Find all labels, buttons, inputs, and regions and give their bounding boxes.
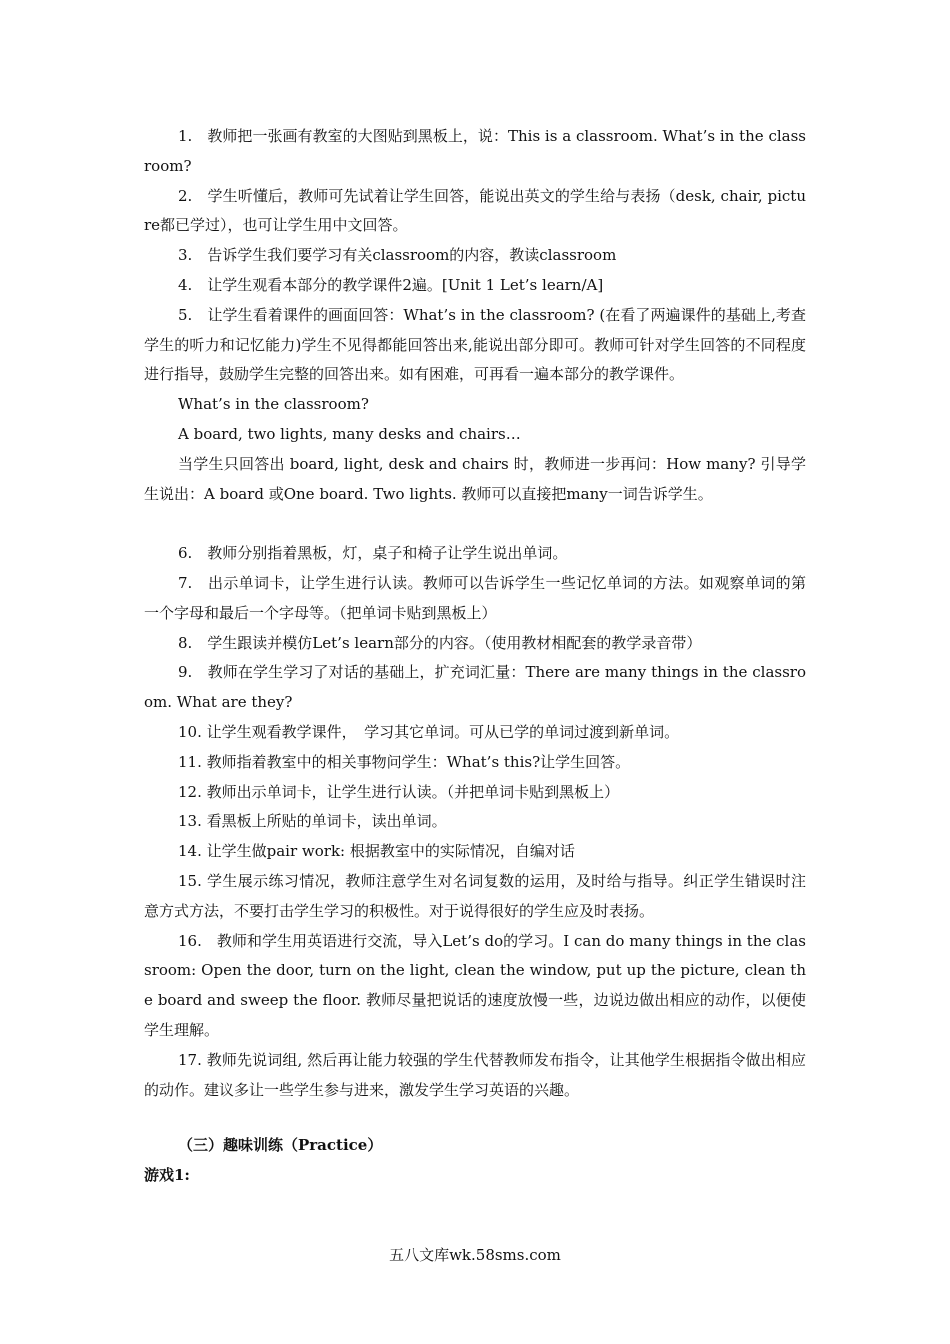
paragraph-step-5: 5. 让学生看着课件的画面回答：What’s in the classroom? (在看了两遍课件的基础上,考查学生的听力和记忆能力)学生不见得都能回答出来,能说出部分即可。教师可针对学生回答的不同程度进行指导，鼓励学生完整的回答出来。如有困难，可再看一遍本部分的教学课件。 xyxy=(144,305,806,384)
paragraph-step-1: 1. 教师把一张画有教室的大图贴到黑板上，说：This is a classroom. What’s in the classroom? xyxy=(144,127,806,175)
example-answer: A board, two lights, many desks and chairs… xyxy=(178,424,521,443)
paragraph-step-7: 7. 出示单词卡，让学生进行认读。教师可以告诉学生一些记忆单词的方法。如观察单词的第一个字母和最后一个字母等。（把单词卡贴到黑板上） xyxy=(144,573,806,622)
section-heading: （三）趣味训练（Practice） xyxy=(178,1136,383,1155)
paragraph-step-16: 16. 教师和学生用英语进行交流，导入Let’s do的学习。I can do many things in the classroom: Open the door, turn on the light, clean the window, put up the picture, clean the board and sweep the floor. 教师尽量把说话的速度放慢一些，边说边做出相应的动作，以便使学生理解。 xyxy=(144,931,806,1039)
paragraph-step-14: 14. 让学生做pair work: 根据教室中的实际情况，自编对话 xyxy=(178,842,575,861)
paragraph-step-2: 2. 学生听懂后，教师可先试着让学生回答，能说出英文的学生给与表扬（desk, chair, picture都已学过），也可让学生用中文回答。 xyxy=(144,186,806,235)
paragraph-followup: 当学生只回答出 board, light, desk and chairs 时，教师进一步再问：How many? 引导学生说出：A board 或One board. Two lights. 教师可以直接把many一词告诉学生。 xyxy=(144,454,806,503)
paragraph-step-9: 9. 教师在学生学习了对话的基础上，扩充词汇量：There are many things in the classroom. What are they? xyxy=(144,663,806,712)
spacer xyxy=(144,509,806,539)
paragraph-step-4: 4. 让学生观看本部分的教学课件2遍。[Unit 1 Let’s learn/A] xyxy=(178,275,604,294)
paragraph-step-15: 15. 学生展示练习情况，教师注意学生对名词复数的运用，及时给与指导。纠正学生错误时注意方式方法，不要打击学生学习的积极性。对于说得很好的学生应及时表扬。 xyxy=(144,871,806,920)
footer-watermark: 五八文库wk.58sms.com xyxy=(389,1246,561,1264)
paragraph-step-6: 6. 教师分别指着黑板，灯，桌子和椅子让学生说出单词。 xyxy=(178,544,568,563)
paragraph-step-10: 10. 让学生观看教学课件， 学习其它单词。可从已学的单词过渡到新单词。 xyxy=(178,722,680,741)
paragraph-step-11: 11. 教师指着教室中的相关事物问学生：What’s this?让学生回答。 xyxy=(178,752,631,771)
sub-heading: 游戏1: xyxy=(144,1166,190,1185)
paragraph-step-17: 17. 教师先说词组, 然后再让能力较强的学生代替教师发布指令，让其他学生根据指令做出相应的动作。建议多让一些学生参与进来，激发学生学习英语的兴趣。 xyxy=(144,1050,806,1099)
paragraph-step-13: 13. 看黑板上所贴的单词卡，读出单词。 xyxy=(178,812,447,831)
example-question: What’s in the classroom? xyxy=(178,395,369,414)
paragraph-step-3: 3. 告诉学生我们要学习有关classroom的内容，教读classroom xyxy=(178,246,617,265)
paragraph-step-12: 12. 教师出示单词卡，让学生进行认读。（并把单词卡贴到黑板上） xyxy=(178,782,620,801)
paragraph-step-8: 8. 学生跟读并模仿Let’s learn部分的内容。（使用教材相配套的教学录音带） xyxy=(178,633,702,652)
spacer xyxy=(144,1105,806,1131)
document-body xyxy=(144,122,806,1191)
